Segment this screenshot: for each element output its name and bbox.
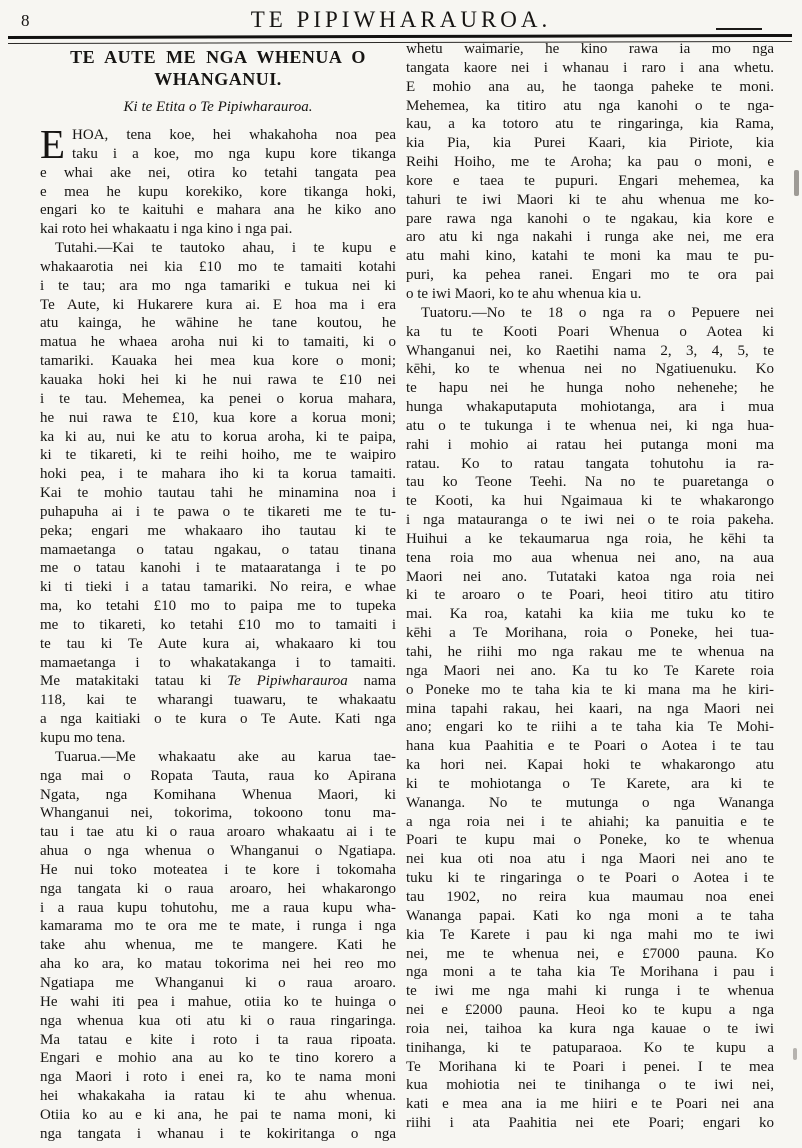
text-line: Me matakitaki tatau ki Te Pipiwharauroa nama (40, 673, 397, 690)
text-line: matua he whaea aroha nui ki to tamaiti, ki o (40, 334, 396, 351)
text-line: Tutahi.—Kai te tautoko ahau, i te kupu e (55, 240, 396, 257)
text-line: kore e taea te pupuri. Engari mehemea, ka (406, 172, 774, 189)
text-line: me o tatau kanohi i te mataaratanga i te po (40, 560, 396, 577)
text-line: kēhi a Te Morihana, roia o Poneke, hei tua- (406, 625, 774, 642)
text-line: tahuri te iwi Maori ki te ahu whenua me ko- (406, 191, 774, 208)
text-line: te iwi me nga mahi ki runga i te whenua (406, 983, 774, 1000)
text-line: Te Morihana ki te Poari i penei. I te mea (406, 1058, 774, 1075)
text-line: tau i tae atu ki o raua aroaro whakaatu ai i te (40, 824, 396, 841)
paragraph (40, 239, 396, 748)
text-line: peka; engari me whakaaro iho tautau ki te (40, 522, 396, 539)
text-line: mai. Ka roa, katahi ka kiia me tuku ko te (406, 606, 774, 623)
text-line: tau ko Teone Teehi. Na no te puaretanga o (406, 474, 774, 491)
text-line: tahi, he riihi mo nga rakau me te whenua na (406, 644, 774, 660)
text-line: kupu mo tena. (40, 730, 126, 746)
text-line: me to tikareti, ko tetahi £10 mo to tamaiti i (40, 616, 396, 633)
text-line: Wananga papai. Kati ko nga moni a te taha (406, 907, 774, 924)
text-line: He wahi iti pea i mahue, otiia ko te huinga o (40, 993, 396, 1010)
text-line: Wananga. No te mutunga o nga Wananga (406, 794, 774, 811)
text-line: o te iwi Maori, ko te ahu whenua kia u. (406, 285, 642, 302)
text-line: kati e mea ana ia me hiiri e te Poari nei ana (406, 1096, 774, 1113)
text-line: E mohio ana au, he taonga paheke te moni. (406, 78, 774, 95)
text-line: whetu waimarie, he kino rawa ia mo nga (406, 41, 774, 57)
text-line: nga mai o Ropata Tauta, raua ko Apirana (40, 767, 396, 784)
text-line: aro atu ki nga nakahi i runga ake nei, me era (406, 229, 774, 246)
text-line: o Poneke mo te taha kia te ki mana ma he kiri- (406, 681, 774, 698)
text-line: mamaetanga i to whakatakanga i to tamaiti. (40, 654, 396, 671)
text-line: take ahu whenua, me te mangere. Kati he (40, 937, 396, 954)
text-line: i nga matauranga o te iwi nei o te roia pakeha. (406, 512, 774, 529)
article-title (40, 46, 396, 90)
text-line: puri, ka pehea ranei. Engari mo te ora pai (406, 267, 774, 284)
text-line: whakaarotia nei kia £10 mo te tamaiti kotahi (40, 258, 396, 275)
text-line: kau, a ka totoro atu te ringaringa, kia Rama, (406, 116, 774, 133)
text-line: ki ti tieki i a tatau tamariki. No reira, e whae (40, 579, 396, 596)
text-line: Ngatiapa me Whanganui ki o raua aroaro. (40, 974, 396, 991)
text-line: kēhi, ko te whenua nei no Ngatiuenuku. Ko (406, 361, 774, 378)
text-line: nei, me te whenua nei, e £7000 pauna. Ko (406, 945, 774, 962)
text-line: nga moni a te taha kia Te Morihana i pau i (406, 964, 774, 981)
masthead: TE PIPIWHARAUROA. (250, 7, 552, 32)
text-line: atu o te tukunga i te whenua nei, ki nga hua- (406, 417, 774, 434)
paragraph (406, 40, 774, 304)
text-line: nga tangata ki o raua aroaro, hei whakarongo (40, 880, 396, 897)
text-line: Huihui a ke tekaumarua nga roia, he kēhi ta (406, 530, 774, 547)
text-line: Otiia ko au e ki ana, he pai te nama moni, ki (40, 1106, 396, 1123)
text-line: ano; engari ko te riihi a te taha kia Te Mohi- (406, 719, 774, 736)
text-line: Tuatoru.—No te 18 o nga ra o Pepuere nei (421, 304, 774, 321)
text-line: a nga kaitiaki o te kura o Te Aute. Kati nga (40, 711, 396, 728)
text-line: atu kainga, he wāhine he tane koutou, he (40, 315, 396, 332)
text-line: mina tapahi rakau, hei kaari, na nga Maori nei (406, 700, 774, 717)
text-line: atu mahi kino, katahi te moni ka mau te pu- (406, 248, 774, 265)
text-line: nga Maori nei ano. Ka tu ko Te Karete roia (406, 662, 774, 679)
text-line: hunga whakaputaputa mohiotanga, ara i mua (406, 399, 774, 416)
text-line: i te tau. Mehemea, ka penei o korua mahara, (40, 390, 396, 407)
text-line: pare rawa nga kanohi o te ngakau, kia kore e (406, 210, 774, 227)
text-line: tinihanga, ki te patuparaoa. Ko te kupu a (406, 1039, 774, 1056)
scan-artifact (716, 28, 762, 30)
text-line: i te tau; ara mo nga tamariki e tukua nei ki (40, 277, 396, 294)
text-line: He nui toko moteatea i te kore i tokomaha (40, 861, 396, 878)
text-line: Whanganui nei, tokorima, tokoono tonu ma- (40, 805, 396, 822)
text-line: nga whenua kua oti atu ki o raua ringaringa. (40, 1012, 396, 1029)
scan-artifact (793, 1048, 797, 1060)
text-line: kauaka hoki hei ki he nui rawa te £10 nei (40, 371, 396, 388)
text-line: hoki pea, i te mahara iho ki ta korua tamaiti. (40, 466, 396, 483)
text-line: kia Pia, kia Purei Kaari, kia Piriote, kia (406, 135, 774, 152)
left-column (40, 46, 396, 1144)
text-line: rahi i mohio ai ratau hei putanga moni ma (406, 436, 774, 453)
text-line: ki te mohiotanga o Te Karete, ara ki te (406, 775, 774, 792)
text-line: ka tu te Kooti Poari Whenua o Aotea ki (406, 323, 774, 340)
text-line: puhapuha ai i te pawa o te tikareti me te tu- (40, 503, 396, 520)
text-line: Ma tatau e kite i roto i ta raua ripoata. (40, 1031, 396, 1048)
text-line: ka hori nei. Kapai hoki te whakarongo atu (406, 757, 774, 774)
paragraph (40, 121, 396, 239)
text-line: Tuarua.—Me whakaatu ake au karua tae- (55, 748, 396, 765)
text-line: HOA, tena koe, hei whakahoha noa pea (72, 127, 396, 143)
text-line: tuku ki te ringaringa o te Poari o Aotea i te (406, 870, 774, 887)
text-line: hei whakakaha ia ratau ki te ahu whenua. (40, 1088, 396, 1105)
text-line: ki te aroaro o te Poari, heoi titiro atu titiro (406, 587, 774, 604)
left-column-body (40, 121, 397, 1144)
text-line: nei kua oti noa atu i nga Maori nei ano te (406, 851, 774, 868)
drop-cap: E (40, 121, 66, 167)
page-number: 8 (21, 11, 30, 30)
paragraph (406, 304, 774, 1133)
text-line: i a raua kupu tohutohu, me a raua kupu wha- (40, 899, 396, 916)
text-line: ratau. Ko to ratau tangata tohutohu ia ra- (406, 455, 774, 472)
text-line: nei e £2000 pauna. Heoi ko te kupu a nga (406, 1002, 774, 1019)
text-line: mamaetanga o tatau ngakau, o tatau tinana (40, 541, 396, 558)
text-line: Maori nei ano. Tutataki katoa nga roia nei (406, 568, 774, 585)
text-line: taku i a koe, mo nga kupu kore tikanga (72, 145, 396, 162)
text-line: engari ko te kaituhi e mahara ana he kiko ano (40, 202, 396, 219)
right-column (406, 40, 774, 1133)
text-line: te Kooti, ka hui Ngaimaua ki te whakarongo (406, 493, 774, 510)
scan-artifact (794, 170, 799, 196)
text-line: Reihi Hoiho, me te Aroha; ka pau o moni, e (406, 154, 774, 171)
text-line: kua mohiotia nei te tinihanga o te iwi nei, (406, 1077, 774, 1094)
text-line: kai roto hei whakaatu i nga kino i nga pai. (40, 221, 293, 238)
text-line: tau 1902, no reira kua maumau noa enei (406, 888, 774, 905)
text-line: nga Maori i roto i enei ra, ko te nama moni (40, 1069, 396, 1086)
article-salutation: Ki te Etita o Te Pipiwharauroa. (123, 99, 313, 115)
text-line: te hapu nei he hunga noho nehenehe; he (406, 380, 774, 397)
text-line: tena roia mo aua whenua nei ano, na aua (406, 549, 774, 566)
text-line: ka ki au, nui ke atu to korua aroha, ki te paipa, (40, 428, 396, 445)
text-line: he nui rawa te £10, kua kore a korua moni; (40, 409, 396, 426)
text-line: Te Aute, ki Hukarere kura ai. E hoa ma i era (40, 296, 396, 313)
text-line: e whai ake nei, otira ko tetahi tangata pea (40, 164, 396, 181)
text-line: kia Te Karete i pau ki nga mahi mo te iwi (406, 926, 774, 943)
text-line: Whanganui nei, ko Raetihi nama 2, 3, 4, 5, te (406, 342, 774, 359)
text-line: riihi i ata Paahitia nei ete Poari; engari ko (406, 1115, 774, 1132)
text-line: kamarama mo te ora me te mate, i runga i nga (40, 918, 396, 935)
text-line: ahua o nga whenua o Whanganui o Ngatiapa. (40, 843, 396, 860)
text-line: tangata kaore nei i whanau i raro i ana whetu. (406, 59, 774, 76)
article-title-line1: TE AUTE ME NGA WHENUA O (70, 47, 366, 67)
text-line: Mehemea, ka titiro atu nga kanohi o te nga- (406, 97, 774, 114)
text-line: 118, kai te wharangi tuawaru, te whakaatu (40, 692, 396, 709)
text-line: hana kua Paahitia e te Poari o Aotea i te tau (406, 738, 774, 755)
paragraph (40, 748, 396, 1144)
text-line: Engari e mohio ana au ko te tino korero a (40, 1050, 396, 1067)
text-line: Poari te kupu mai o Poneke, ko te whenua (406, 832, 774, 849)
text-line: Kai te mohio tautau tahi he minamina noa i (40, 485, 396, 502)
text-line: te tau ki Te Aute kura ai, whakaaro ki tou (40, 635, 396, 652)
text-line: nga tangata i whanau i te kokiritanga o nga (40, 1125, 396, 1142)
text-line: aha ko ara, ko matau tokorima nei hei reo mo (40, 956, 396, 973)
text-line: ki te tikareti, ki te reihi hoiho, me te waipiro (40, 447, 396, 464)
text-line: tamariki. Kauaka hei mea kua kore o moni; (40, 353, 396, 370)
text-line: roia nei, taihoa ka kura nga kauae o te iwi (406, 1020, 774, 1037)
text-line: e mea he kupu korekiko, kore tikanga hoki, (40, 183, 396, 200)
text-line: a nga roia nei i te ahiahi; ka panuitia e te (406, 813, 774, 830)
text-line: ma, ko tetahi £10 mo to paipa me to tupeka (40, 598, 396, 615)
text-line: Ngata, nga Komihana Whenua Maori, ki (40, 786, 396, 803)
article-title-line2: WHANGANUI. (154, 69, 282, 89)
